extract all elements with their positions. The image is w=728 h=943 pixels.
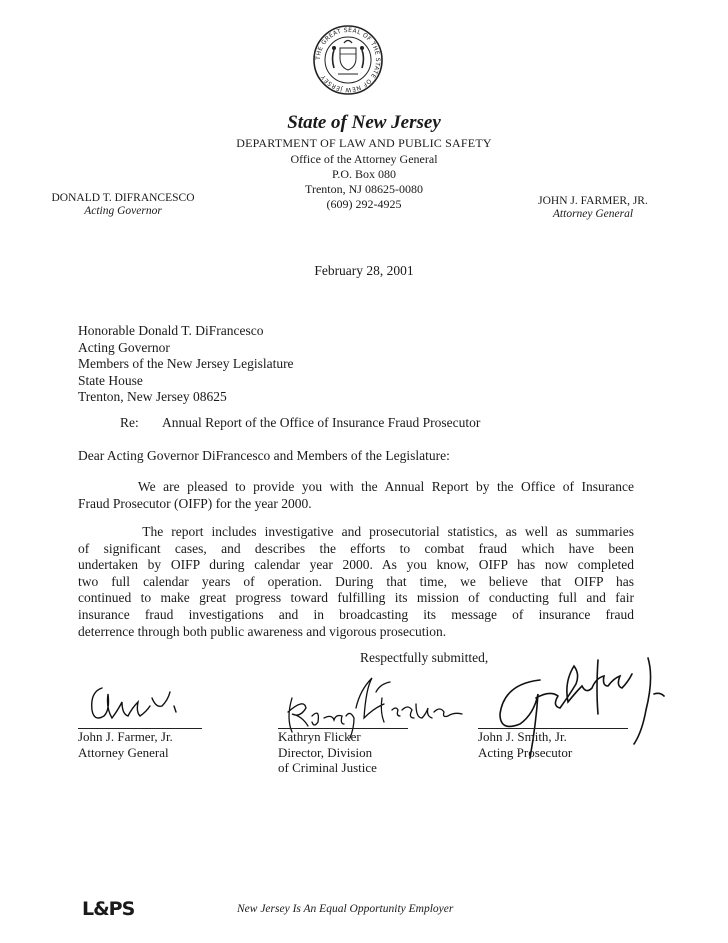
phone-number: (609) 292-4925 — [326, 197, 402, 211]
body-paragraph-1 — [78, 479, 634, 512]
attorney-general-block — [528, 195, 658, 220]
signatory-name: John J. Smith, Jr. — [478, 729, 567, 744]
body-paragraph-2 — [78, 524, 634, 640]
signatory-block — [78, 729, 173, 760]
letter-date: February 28, 2001 — [314, 263, 414, 278]
address-line: Members of the New Jersey Legislature — [78, 356, 294, 372]
paragraph-line: The report includes investigative and prosecutorial statistics, as well as summaries — [78, 524, 634, 539]
office-name: Office of the Attorney General — [290, 152, 438, 166]
department-name: DEPARTMENT OF LAW AND PUBLIC SAFETY — [236, 136, 492, 150]
paragraph-line: Fraud Prosecutor (OIFP) for the year 2000. — [78, 495, 312, 511]
state-seal-icon — [312, 24, 384, 96]
governor-title: Acting Governor — [84, 205, 162, 217]
seal-text: THE GREAT SEAL OF THE STATE OF NEW JERSEY — [314, 26, 382, 94]
signatory-title: Attorney General — [78, 744, 169, 760]
recipient-address — [78, 323, 294, 406]
attorney-general-name: JOHN J. FARMER, JR. — [538, 195, 648, 207]
signatory-block — [278, 729, 377, 776]
signatory-title: Acting Prosecutor — [478, 744, 573, 760]
city-line: Trenton, NJ 08625-0080 — [305, 182, 423, 196]
closing: Respectfully submitted, — [360, 650, 489, 665]
governor-block — [38, 192, 208, 217]
signatory-name: John J. Farmer, Jr. — [78, 729, 173, 744]
paragraph-line: continued to make great progress toward fulfilling its mission of conducting full and fair — [78, 590, 634, 606]
address-line: Trenton, New Jersey 08625 — [78, 389, 227, 405]
paragraph-line: of significant cases, and describes the efforts to combat fraud which have been — [78, 540, 634, 556]
paragraph-line: We are pleased to provide you with the Annual Report by the Office of Insurance — [78, 479, 634, 494]
subject-label: Re: — [120, 415, 139, 430]
signatory-block — [478, 729, 572, 760]
subject-line — [120, 415, 480, 431]
attorney-general-title: Attorney General — [552, 208, 634, 220]
signature-farmer-icon — [82, 678, 192, 734]
equal-opportunity-statement: New Jersey Is An Equal Opportunity Employer — [237, 903, 454, 915]
governor-name: DONALD T. DIFRANCESCO — [51, 192, 195, 204]
paragraph-line: deterrence through both public awareness and vigorous prosecution. — [78, 623, 447, 639]
signatory-name: Kathryn Flicker — [278, 729, 361, 744]
subject-text: Annual Report of the Office of Insurance Fraud Prosecutor — [162, 415, 481, 430]
paragraph-line: two full calendar years of operation. During that time, we believe that OIFP has — [78, 573, 634, 589]
address-line: Honorable Donald T. DiFrancesco — [78, 323, 264, 338]
address-line: State House — [78, 372, 143, 388]
paragraph-line: insurance fraud investigations and in broadcasting its message of insurance fraud — [78, 606, 634, 622]
signatory-title: Director, Division — [278, 744, 373, 760]
state-title: State of New Jersey — [287, 112, 441, 133]
signatory-title-line-2: of Criminal Justice — [278, 760, 377, 775]
address-line: Acting Governor — [78, 339, 170, 355]
salutation: Dear Acting Governor DiFrancesco and Members of the Legislature: — [78, 448, 450, 463]
lps-logo: L&PS — [82, 898, 135, 920]
paragraph-line: undertaken by OIFP during calendar year 2000. As you know, OIFP has now completed — [78, 557, 634, 573]
po-box: P.O. Box 080 — [331, 167, 396, 181]
